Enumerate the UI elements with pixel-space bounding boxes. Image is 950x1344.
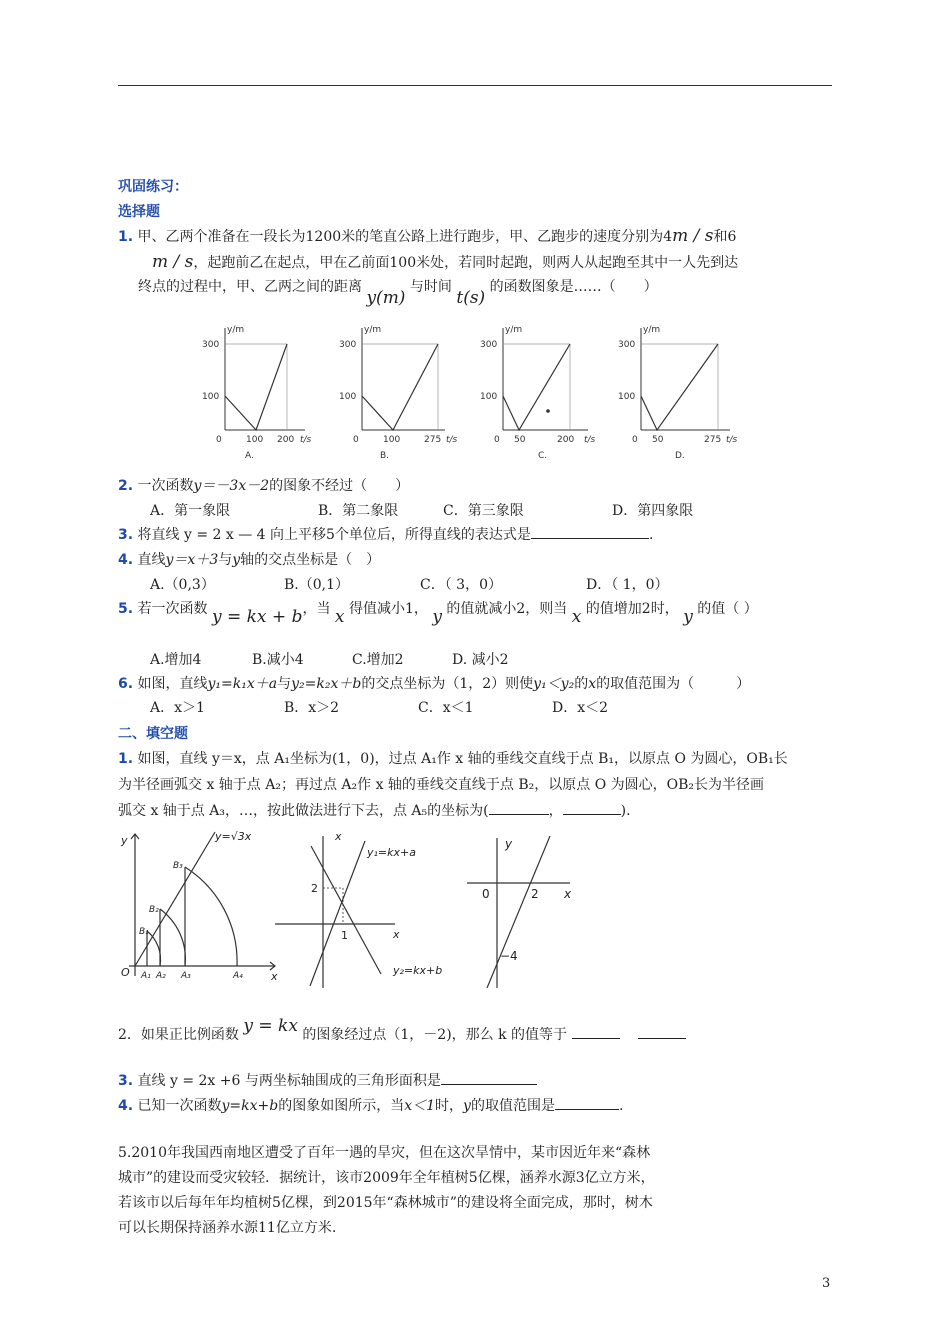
q-expr: y＝x＋3 [165, 552, 219, 568]
q-text: 若一次函数 [137, 601, 208, 617]
option-d[interactable]: D. 减小2 [452, 652, 509, 668]
y-tick: 100 [202, 392, 220, 402]
q-text: 如图，直线 [137, 676, 208, 692]
graph-b [339, 325, 458, 461]
ym-expr: y(m) [366, 288, 406, 308]
option-a[interactable]: A.（0,3） [150, 577, 215, 593]
option-b[interactable]: B.减小4 [252, 652, 304, 668]
fig3-zero: 0 [482, 887, 490, 901]
q-text: 的图象不经过（ ） [269, 478, 410, 494]
q-text: 如果正比例函数 [140, 1027, 239, 1043]
x-label: t/s [726, 435, 738, 445]
q-num: 6. [118, 676, 134, 692]
q-text: 与 [218, 552, 233, 568]
q-text: ，当 [302, 601, 331, 617]
y-tick: 300 [618, 340, 636, 350]
answer-blank[interactable] [555, 1109, 619, 1110]
fig1-line-label: y=√3x [215, 830, 252, 843]
option-a[interactable]: A．第一象限 [150, 503, 231, 519]
fill-q2 [118, 1016, 686, 1044]
q-text: 与时间 [409, 279, 452, 295]
q-end: . [648, 527, 654, 543]
choice-q6 [118, 673, 750, 693]
q-sep: ， [548, 803, 563, 819]
q-text: 的值就减小2，则当 [446, 601, 568, 617]
fig1-b3: B₃ [173, 861, 183, 871]
q-var: x [571, 607, 582, 627]
q-num: 2． [118, 1027, 141, 1043]
graph-a [202, 325, 312, 461]
option-a[interactable]: A.增加4 [150, 652, 202, 668]
q-text: 已知一次函数 [137, 1098, 222, 1114]
choice-heading: 选择题 [118, 204, 160, 220]
option-c[interactable]: C．（ 3，0） [420, 577, 502, 593]
q-num: 5. [118, 601, 134, 617]
q-var: y [432, 607, 442, 627]
y-tick: 300 [480, 340, 498, 350]
q-text: 的交点坐标为（1，2）则使 [361, 676, 534, 692]
fill-q1-line3 [118, 800, 631, 820]
q-text: ，起跑前乙在起点，甲在乙前面100米处，若同时起跑，则两人从起跑至其中一人先到达 [193, 255, 739, 271]
fig3-x: x [564, 887, 572, 901]
fig3-y: y [505, 837, 513, 851]
q-end: ). [620, 803, 631, 819]
y-label: y/m [505, 325, 523, 335]
x-label: t/s [446, 435, 458, 445]
y-tick: 100 [339, 392, 357, 402]
x-tick: 0 [353, 435, 359, 445]
q-text: 的取值范围是 [470, 1098, 555, 1114]
q-expr: y₁=k₁x＋a [207, 676, 278, 692]
unit: m / s [152, 252, 194, 272]
fig1-x: x [271, 970, 278, 983]
graph-d [618, 325, 738, 461]
y-tick: 100 [618, 392, 636, 402]
x-tick: 275 [424, 435, 442, 445]
fig1-a1: A₁ [141, 971, 151, 981]
y-label: y/m [364, 325, 382, 335]
option-c[interactable]: C．x＜1 [418, 700, 474, 716]
fig2-l2: y₂=kx+b [393, 964, 443, 977]
x-tick: 200 [277, 435, 295, 445]
option-b[interactable]: B.（0,1） [284, 577, 350, 593]
q-text: 时， [435, 1098, 464, 1114]
q-num: 1. [118, 751, 134, 767]
choice-q1-line2 [152, 252, 738, 272]
choice-q1-line1 [118, 226, 736, 246]
q-text: 的图象经过点（1，－2)，那么 k 的值等于 [302, 1027, 568, 1043]
fig2-t2: 2 [311, 882, 318, 895]
x-tick: 50 [652, 435, 664, 445]
fig1-y: y [121, 834, 128, 847]
q-expr: y = kx [243, 1016, 298, 1036]
graph-label: B. [380, 451, 390, 461]
graph-c [480, 325, 596, 461]
fig3-m4: −4 [500, 949, 518, 963]
q-text: 的函数图象是……（ ） [489, 279, 658, 295]
page-number: 3 [822, 1276, 831, 1291]
fill-q5-line2: 城市”的建设而受灾较轻．据统计，该市2009年全年植树5亿棵，涵养水源3亿立方米， [118, 1170, 655, 1186]
x-tick: 275 [704, 435, 722, 445]
fill-q1-line1 [118, 748, 788, 768]
q-expr: y₂=k₂x＋b [291, 676, 362, 692]
q-num: 3. [118, 1073, 134, 1089]
x-label: t/s [584, 435, 596, 445]
q-text: 一次函数 [137, 478, 194, 494]
fill-q5-line3: 若该市以后每年年均植树5亿棵，到2015年“森林城市”的建设将全面完成，那时，树木 [118, 1195, 653, 1211]
option-d[interactable]: D．第四象限 [612, 503, 694, 519]
option-c[interactable]: C.增加2 [352, 652, 404, 668]
fill-q1-line2: 为半径画弧交 x 轴于点 A₂；再过点 A₂作 x 轴的垂线交直线于点 B₂，以原点 O 为圆心，OB₂长为半径画 [118, 777, 765, 793]
q-text: 轴的交点坐标是（ ） [240, 552, 381, 568]
fig2-x-axis: x [393, 928, 400, 941]
q-axis: y [232, 552, 241, 568]
q-text: 的 [574, 676, 589, 692]
x-tick: 100 [383, 435, 401, 445]
option-c[interactable]: C．第三象限 [443, 503, 524, 519]
fig2-l1: y₁=kx+a [367, 846, 416, 859]
fig3 [467, 836, 570, 988]
q-text: 直线 y = 2x +6 与两坐标轴围成的三角形面积是 [137, 1073, 441, 1089]
x-tick: 0 [494, 435, 500, 445]
q-num: 4. [118, 552, 134, 568]
q-expr: y = kx + b [211, 607, 303, 627]
q-expr: y=kx+b [221, 1098, 279, 1114]
graph-label: A. [245, 451, 254, 461]
fill-q5-line1: 5.2010年我国西南地区遭受了百年一遇的旱灾，但在这次旱情中，某市因近年来“森林 [118, 1145, 651, 1161]
option-b[interactable]: B．第二象限 [318, 503, 399, 519]
fig1-a4: A₄ [233, 971, 243, 981]
y-label: y/m [227, 325, 245, 335]
ts-expr: t(s) [456, 288, 486, 308]
q-text: 如图，直线 y＝x，点 A₁坐标为(1，0)，过点 A₁作 x 轴的垂线交直线于点 B₁，以原点 O 为圆心，OB₁长 [137, 751, 788, 767]
q-text: 甲、乙两个准备在一段长为1200米的笔直公路上进行跑步，甲、乙跑步的速度分别为4 [137, 229, 673, 245]
q-text: 的取值范围为（ ） [596, 676, 751, 692]
fig1-origin: O [121, 966, 130, 979]
answer-blank[interactable] [441, 1084, 537, 1085]
x-tick: 0 [632, 435, 638, 445]
option-d[interactable]: D．x＜2 [552, 700, 609, 716]
fig2-y-axis: x [335, 830, 342, 843]
option-a[interactable]: A．x＞1 [150, 700, 205, 716]
q-var: x [588, 676, 597, 692]
answer-blank[interactable] [638, 1038, 686, 1039]
graph-label: C. [538, 451, 548, 461]
q-text: 与 [277, 676, 292, 692]
fill-q3 [118, 1070, 537, 1090]
fill-heading: 二、填空题 [118, 726, 188, 742]
y-label: y/m [643, 325, 661, 335]
q-var: y [463, 1098, 471, 1114]
header-rule [118, 85, 832, 86]
q-text: 终点的过程中，甲、乙两之间的距离 [138, 279, 362, 295]
q-cond: x＜1 [404, 1098, 436, 1114]
q-text: 的值（ ） [697, 601, 758, 617]
x-tick: 50 [514, 435, 526, 445]
option-b[interactable]: B．x＞2 [284, 700, 340, 716]
q-text: 弧交 x 轴于点 A₃，…，按此做法进行下去，点 A₅的坐标为( [118, 803, 489, 819]
x-tick: 100 [246, 435, 264, 445]
choice-q5 [118, 598, 758, 627]
choice-q4 [118, 549, 380, 569]
section-heading: 巩固练习： [118, 179, 188, 195]
fill-q4 [118, 1095, 623, 1115]
q-text: 的值增加2时， [585, 601, 679, 617]
q-text: 将直线 y = 2 x — 4 向上平移5个单位后，所得直线的表达式是 [137, 527, 531, 543]
option-d[interactable]: D．（ 1，0） [586, 577, 669, 593]
graph-label: D. [675, 451, 685, 461]
y-tick: 100 [480, 392, 498, 402]
answer-blank[interactable] [531, 538, 649, 539]
fig1-a2: A₂ [156, 971, 166, 981]
y-tick: 300 [339, 340, 357, 350]
q-text: 和6 [713, 229, 737, 245]
q-text: 得值减小1， [348, 601, 428, 617]
q-expr: y＝－3x－2 [193, 478, 270, 494]
q-num: 2. [118, 478, 134, 494]
q-expr: y₁＜y₂ [533, 676, 575, 692]
fill-q5-line4: 可以长期保持涵养水源11亿立方米. [118, 1220, 337, 1236]
q-text: 的图象如图所示，当 [278, 1098, 405, 1114]
choice-q1-line3 [138, 276, 658, 308]
answer-blank[interactable] [572, 1038, 620, 1039]
fig1-b1: B₁ [139, 927, 149, 937]
x-tick: 200 [557, 435, 575, 445]
fig1 [129, 832, 275, 976]
fig1-a3: A₃ [181, 971, 191, 981]
q-num: 1. [118, 229, 134, 245]
fig2-t1: 1 [341, 929, 348, 942]
choice-q2 [118, 475, 409, 495]
q-num: 4. [118, 1098, 134, 1114]
q-end: . [618, 1098, 624, 1114]
q-var: x [334, 607, 345, 627]
x-label: t/s [300, 435, 312, 445]
q1-graphs [190, 318, 750, 463]
q-num: 3. [118, 527, 134, 543]
choice-q3 [118, 524, 653, 544]
y-tick: 300 [202, 340, 220, 350]
fill-figures [115, 826, 585, 991]
fig1-b2: B₂ [149, 905, 159, 915]
fig3-two: 2 [531, 887, 539, 901]
answer-blank[interactable] [489, 814, 549, 815]
x-tick: 0 [216, 435, 222, 445]
q-var: y [683, 607, 693, 627]
answer-blank[interactable] [563, 814, 621, 815]
unit: m / s [672, 226, 714, 246]
q-text: 直线 [137, 552, 166, 568]
